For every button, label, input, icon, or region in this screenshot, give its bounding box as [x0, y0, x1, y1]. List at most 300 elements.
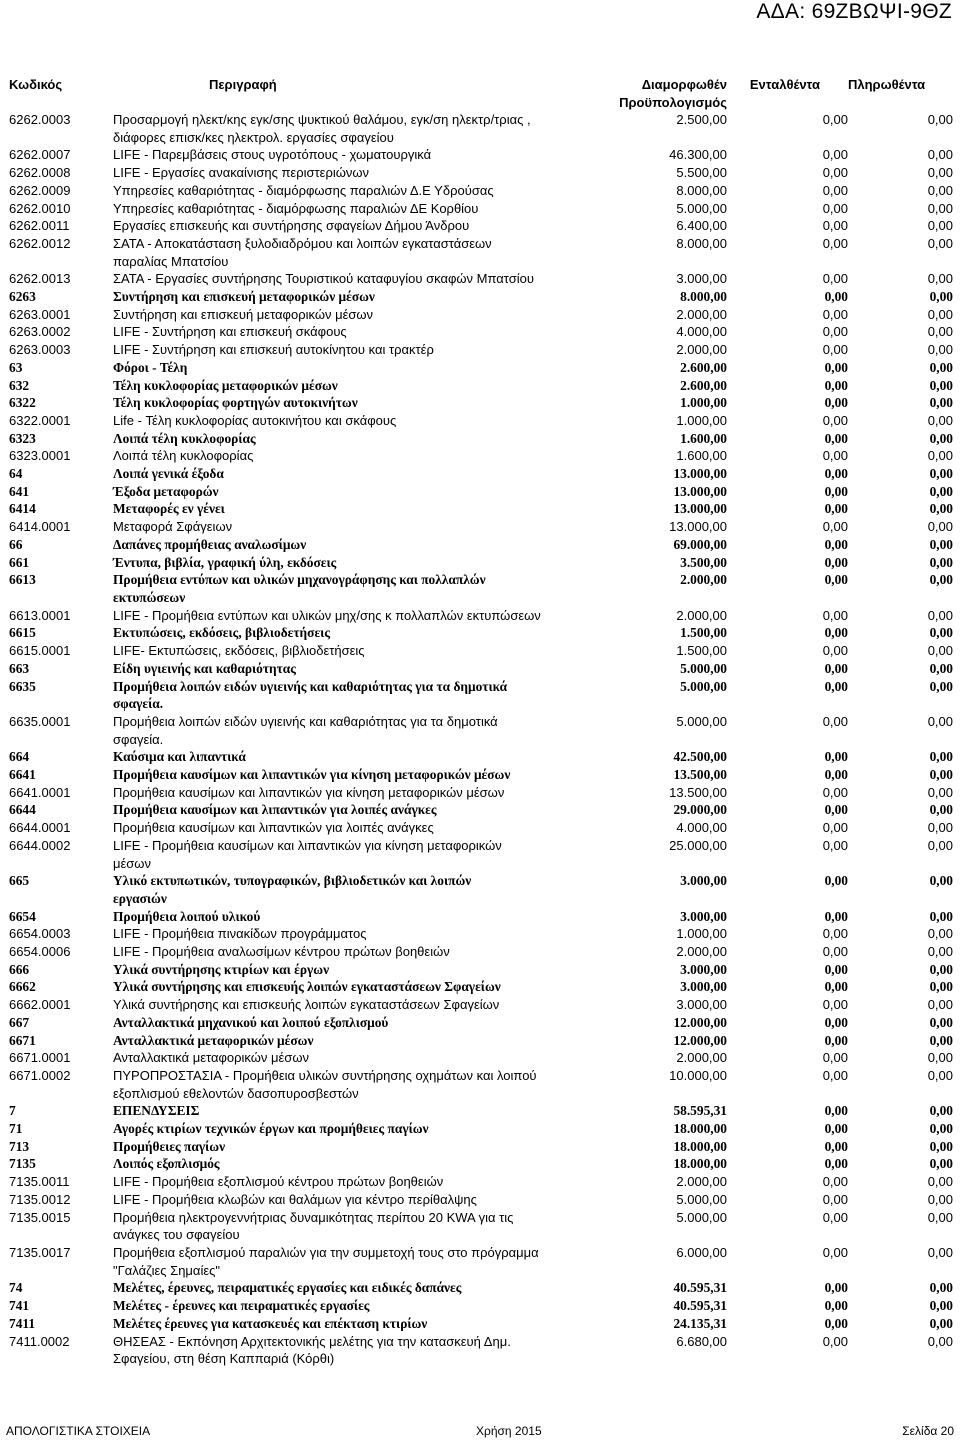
row-paid: 0,00 — [929, 1014, 953, 1030]
row-code: 6262.0010 — [9, 200, 71, 216]
row-description — [113, 430, 549, 448]
table-row — [9, 748, 953, 766]
row-encumbered: 0,00 — [824, 1315, 848, 1331]
row-code: 664 — [9, 749, 30, 765]
row-encumbered: 0,00 — [824, 466, 848, 482]
row-budget: 1.000,00 — [680, 395, 727, 411]
row-description — [113, 146, 549, 164]
row-budget: 4.000,00 — [676, 820, 727, 836]
row-budget: 1.000,00 — [676, 926, 727, 942]
row-description-line: Τέλη κυκλοφορίας φορτηγών αυτοκινήτων — [113, 395, 358, 411]
page-footer — [6, 1424, 954, 1438]
row-encumbered: 0,00 — [822, 448, 848, 464]
row-encumbered: 0,00 — [824, 572, 848, 588]
row-budget: 3.000,00 — [680, 908, 727, 924]
row-encumbered: 0,00 — [822, 643, 848, 659]
row-code: 6644 — [9, 802, 36, 818]
row-description — [113, 306, 549, 324]
row-budget: 8.000,00 — [680, 289, 727, 305]
row-description — [113, 925, 549, 943]
row-description — [113, 607, 549, 625]
row-paid: 0,00 — [929, 873, 953, 889]
row-paid: 0,00 — [929, 395, 953, 411]
row-description-line: LIFE - Προμήθεια αναλωσίμων κέντρου πρώτων βοηθειών — [113, 944, 450, 960]
row-description — [113, 394, 549, 412]
row-paid: 0,00 — [927, 182, 953, 198]
row-code: 741 — [9, 1298, 30, 1314]
row-code: 641 — [9, 483, 30, 499]
row-budget: 12.000,00 — [673, 1014, 727, 1030]
row-encumbered: 0,00 — [824, 1156, 848, 1172]
row-description-line: LIFE - Προμήθεια κλωβών και θαλάμων για κέντρο περίθαλψης — [113, 1191, 477, 1207]
row-budget: 2.600,00 — [680, 359, 727, 375]
budget-table — [9, 76, 953, 1368]
row-encumbered: 0,00 — [824, 678, 848, 694]
row-budget: 12.000,00 — [673, 1032, 727, 1048]
row-description — [113, 447, 549, 465]
row-paid: 0,00 — [927, 1245, 953, 1260]
row-budget: 2.500,00 — [676, 112, 727, 127]
table-row — [9, 819, 953, 837]
row-description — [113, 323, 549, 341]
row-encumbered: 0,00 — [822, 306, 848, 322]
row-encumbered: 0,00 — [822, 713, 848, 729]
row-description-line: Εργασίες επισκευής και συντήρησης σφαγείων Δήμου Άνδρου — [113, 218, 470, 234]
table-row — [9, 1067, 953, 1102]
row-budget: 3.500,00 — [680, 554, 727, 570]
table-row — [9, 784, 953, 802]
row-paid: 0,00 — [927, 519, 953, 535]
row-description — [113, 412, 549, 430]
row-encumbered: 0,00 — [822, 607, 848, 623]
row-description — [113, 554, 549, 572]
table-row — [9, 801, 953, 819]
row-code: 6671.0002 — [9, 1067, 71, 1083]
row-code: 667 — [9, 1014, 30, 1030]
row-description — [113, 961, 549, 979]
table-row — [9, 1120, 953, 1138]
table-row — [9, 1173, 953, 1191]
row-code: 6263.0002 — [9, 324, 71, 340]
header-paid: Πληρωθέντα — [848, 77, 926, 92]
row-description-line: LIFE - Προμήθεια καυσίμων και λιπαντικών για κίνηση μεταφορικών — [113, 837, 502, 853]
row-encumbered: 0,00 — [824, 359, 848, 375]
row-code: 6262.0011 — [9, 218, 70, 234]
table-row — [9, 288, 953, 306]
row-encumbered: 0,00 — [822, 147, 848, 163]
row-code: 6635 — [9, 678, 36, 694]
row-description — [113, 341, 549, 359]
row-budget: 69.000,00 — [673, 536, 727, 552]
row-paid: 0,00 — [929, 1032, 953, 1048]
row-code: 7135.0017 — [9, 1245, 71, 1260]
row-encumbered: 0,00 — [822, 1209, 848, 1225]
row-encumbered: 0,00 — [822, 1050, 848, 1066]
row-description — [113, 1209, 549, 1244]
row-paid: 0,00 — [929, 289, 953, 305]
table-row — [9, 182, 953, 200]
row-budget: 5.000,00 — [680, 678, 727, 694]
row-code: 6641 — [9, 767, 36, 783]
row-encumbered: 0,00 — [824, 377, 848, 393]
row-paid: 0,00 — [927, 1174, 953, 1190]
row-encumbered: 0,00 — [824, 1103, 848, 1119]
row-encumbered: 0,00 — [822, 112, 848, 127]
row-code: 71 — [9, 1121, 23, 1137]
row-description — [113, 483, 549, 501]
row-code: 6654 — [9, 908, 36, 924]
row-description-line: εξοπλισμού εθελοντών δασοπυροσβεστών — [113, 1085, 359, 1101]
row-paid: 0,00 — [929, 979, 953, 995]
row-code: 6615 — [9, 625, 36, 641]
row-paid: 0,00 — [927, 342, 953, 358]
table-row — [9, 978, 953, 996]
table-row — [9, 146, 953, 164]
row-paid: 0,00 — [927, 607, 953, 623]
row-description — [113, 766, 549, 784]
row-description — [113, 624, 549, 642]
row-description — [113, 1191, 549, 1209]
row-description-line: Προμήθεια λοιπών ειδών υγιεινής και καθαριότητας για τα δημοτικά — [113, 678, 508, 694]
row-budget: 18.000,00 — [673, 1156, 727, 1172]
row-description — [113, 1244, 549, 1279]
row-budget: 5.000,00 — [676, 1191, 727, 1207]
row-encumbered: 0,00 — [824, 802, 848, 818]
table-row — [9, 412, 953, 430]
row-paid: 0,00 — [929, 1103, 953, 1119]
row-encumbered: 0,00 — [822, 820, 848, 836]
row-encumbered: 0,00 — [824, 1121, 848, 1137]
table-row — [9, 1138, 953, 1156]
row-budget: 40.595,31 — [673, 1280, 727, 1296]
row-code: 6662 — [9, 979, 36, 995]
row-encumbered: 0,00 — [822, 926, 848, 942]
header-budget-line2: Προϋπολογισμός — [619, 94, 727, 110]
row-code: 6263.0003 — [9, 342, 71, 358]
row-budget: 2.000,00 — [676, 1174, 727, 1190]
row-description-line: Μελέτες έρευνες για κατασκευές και επέκταση κτιρίων — [113, 1315, 428, 1331]
row-description-line: Λοιπά τέλη κυκλοφορίας — [113, 448, 254, 464]
row-description — [113, 164, 549, 182]
row-description-line: Λοιπά τέλη κυκλοφορίας — [113, 430, 256, 446]
row-encumbered: 0,00 — [822, 412, 848, 428]
row-description — [113, 713, 549, 748]
row-description — [113, 660, 549, 678]
row-encumbered: 0,00 — [822, 1067, 848, 1083]
table-row — [9, 306, 953, 324]
header-budget-line1: Διαμορφωθέν — [641, 77, 727, 92]
row-encumbered: 0,00 — [822, 182, 848, 198]
table-row — [9, 483, 953, 501]
row-paid: 0,00 — [927, 271, 953, 287]
table-row — [9, 660, 953, 678]
row-description-line: LIFE - Εργασίες ανακαίνισης περιστεριώνων — [113, 165, 370, 181]
row-encumbered: 0,00 — [824, 660, 848, 676]
row-budget: 3.000,00 — [680, 979, 727, 995]
table-row — [9, 465, 953, 483]
row-budget: 25.000,00 — [669, 837, 727, 853]
row-paid: 0,00 — [929, 483, 953, 499]
row-encumbered: 0,00 — [824, 1014, 848, 1030]
row-description — [113, 1014, 549, 1032]
footer-center: Χρήση 2015 — [476, 1424, 542, 1438]
row-description — [113, 1279, 549, 1297]
table-row — [9, 235, 953, 270]
row-description — [113, 1032, 549, 1050]
row-budget: 13.500,00 — [673, 767, 727, 783]
row-budget: 42.500,00 — [673, 749, 727, 765]
row-description-line: διάφορες επισκ/κες ηλεκτρολ. εργασίες σφαγείου — [113, 129, 394, 145]
row-encumbered: 0,00 — [822, 218, 848, 234]
row-description-line: Υλικά συντήρησης και επισκευής λοιπών εγκαταστάσεων Σφαγείων — [113, 979, 501, 995]
row-description-line: Μελέτες - έρευνες και πειραματικές εργασίες — [113, 1298, 370, 1314]
table-row — [9, 341, 953, 359]
row-description-line: Λοιπός εξοπλισμός — [113, 1156, 220, 1172]
row-encumbered: 0,00 — [822, 784, 848, 800]
row-description-line: Προμήθεια λοιπών ειδών υγιεινής και καθαριότητας για τα δημοτικά — [113, 713, 498, 729]
row-code: 632 — [9, 377, 30, 393]
row-description-line: Εκτυπώσεις, εκδόσεις, βιβλιοδετήσεις — [113, 625, 330, 641]
table-row — [9, 996, 953, 1014]
row-paid: 0,00 — [927, 997, 953, 1013]
row-paid: 0,00 — [927, 112, 953, 127]
row-code: 6641.0001 — [9, 784, 71, 800]
table-row — [9, 872, 953, 907]
table-row — [9, 359, 953, 377]
row-code: 6323 — [9, 430, 36, 446]
table-row — [9, 1315, 953, 1333]
row-paid: 0,00 — [929, 908, 953, 924]
row-paid: 0,00 — [927, 784, 953, 800]
table-row — [9, 607, 953, 625]
row-paid: 0,00 — [927, 926, 953, 942]
row-description-line: "Γαλάζιες Σημαίες" — [113, 1262, 221, 1278]
table-row — [9, 1014, 953, 1032]
row-budget: 5.000,00 — [676, 713, 727, 729]
ada-code: ΑΔΑ: 69ΖΒΩΨΙ-9ΘΖ — [756, 0, 952, 23]
row-encumbered: 0,00 — [822, 1333, 848, 1349]
footer-left: ΑΠΟΛΟΓΙΣΤΙΚΑ ΣΤΟΙΧΕΙΑ — [6, 1424, 151, 1438]
row-budget: 2.000,00 — [676, 1050, 727, 1066]
row-description-line: Μεταφορές εν γένει — [113, 501, 225, 517]
row-paid: 0,00 — [927, 820, 953, 836]
table-row — [9, 1244, 953, 1279]
table-row — [9, 1297, 953, 1315]
row-description-line: Προμήθεια καυσίμων και λιπαντικών για κίνηση μεταφορικών μέσων — [113, 767, 511, 783]
row-encumbered: 0,00 — [824, 430, 848, 446]
row-code: 661 — [9, 554, 30, 570]
row-encumbered: 0,00 — [824, 554, 848, 570]
row-encumbered: 0,00 — [824, 767, 848, 783]
row-paid: 0,00 — [927, 643, 953, 659]
table-row — [9, 217, 953, 235]
row-description-line: Προμήθεια καυσίμων και λιπαντικών για λοιπές ανάγκες — [113, 802, 437, 818]
table-row — [9, 164, 953, 182]
row-description-line: Προμήθεια ηλεκτρογεννήτριας δυναμικότητας περίπου 20 KWA για τις — [113, 1209, 514, 1225]
row-code: 6262.0003 — [9, 112, 71, 127]
table-row — [9, 270, 953, 288]
table-row — [9, 925, 953, 943]
row-description — [113, 784, 549, 802]
table-row — [9, 571, 953, 606]
row-budget: 5.000,00 — [676, 200, 727, 216]
row-description — [113, 235, 549, 270]
row-code: 7135 — [9, 1156, 36, 1172]
row-budget: 2.000,00 — [680, 572, 727, 588]
row-budget: 2.000,00 — [676, 607, 727, 623]
row-description-line: LIFE - Συντήρηση και επισκευή σκάφους — [113, 324, 347, 340]
row-description-line: Υλικά συντήρησης κτιρίων και έργων — [113, 961, 330, 977]
table-row — [9, 961, 953, 979]
row-description-line: Λοιπά γενικά έξοδα — [113, 466, 224, 482]
row-code: 6671.0001 — [9, 1050, 71, 1066]
row-description — [113, 182, 549, 200]
row-budget: 29.000,00 — [673, 802, 727, 818]
row-description — [113, 1173, 549, 1191]
table-row — [9, 447, 953, 465]
row-code: 6414.0001 — [9, 519, 71, 535]
row-code: 6644.0002 — [9, 837, 71, 853]
row-encumbered: 0,00 — [822, 342, 848, 358]
row-budget: 46.300,00 — [669, 147, 727, 163]
table-row — [9, 1102, 953, 1120]
table-row — [9, 624, 953, 642]
table-row — [9, 200, 953, 218]
row-code: 666 — [9, 961, 30, 977]
row-description — [113, 1315, 549, 1333]
row-encumbered: 0,00 — [822, 165, 848, 181]
row-encumbered: 0,00 — [824, 501, 848, 517]
row-code: 66 — [9, 536, 23, 552]
row-description — [113, 500, 549, 518]
row-paid: 0,00 — [927, 713, 953, 729]
row-paid: 0,00 — [927, 837, 953, 853]
row-paid: 0,00 — [927, 944, 953, 960]
row-description — [113, 217, 549, 235]
row-encumbered: 0,00 — [822, 271, 848, 287]
row-description-line: παραλίας Μπατσίου — [113, 253, 229, 269]
row-code: 713 — [9, 1138, 30, 1154]
table-row — [9, 394, 953, 412]
row-encumbered: 0,00 — [824, 289, 848, 305]
table-row — [9, 1333, 953, 1368]
row-budget: 5.000,00 — [680, 660, 727, 676]
row-description-line: Φόροι - Τέλη — [113, 359, 188, 375]
table-row — [9, 1279, 953, 1297]
row-paid: 0,00 — [929, 625, 953, 641]
row-budget: 8.000,00 — [676, 182, 727, 198]
row-description — [113, 200, 549, 218]
row-encumbered: 0,00 — [822, 1191, 848, 1207]
row-paid: 0,00 — [929, 536, 953, 552]
row-encumbered: 0,00 — [822, 1174, 848, 1190]
row-encumbered: 0,00 — [824, 749, 848, 765]
row-encumbered: 0,00 — [824, 1280, 848, 1296]
row-description-line: Τέλη κυκλοφορίας μεταφορικών μέσων — [113, 377, 338, 393]
row-code: 6613 — [9, 572, 36, 588]
row-paid: 0,00 — [929, 554, 953, 570]
row-paid: 0,00 — [929, 572, 953, 588]
row-encumbered: 0,00 — [822, 997, 848, 1013]
row-budget: 2.000,00 — [676, 306, 727, 322]
table-row — [9, 642, 953, 660]
row-description — [113, 111, 549, 146]
row-description-line: Συντήρηση και επισκευή μεταφορικών μέσων — [113, 306, 374, 322]
row-encumbered: 0,00 — [824, 395, 848, 411]
row-description-line: LIFE - Παρεμβάσεις στους υγροτόπους - χωματουργικά — [113, 147, 432, 163]
row-description-line: Προμήθεια καυσίμων και λιπαντικών για λοιπές ανάγκες — [113, 820, 434, 836]
row-code: 6262.0013 — [9, 271, 71, 287]
row-code: 6262.0009 — [9, 182, 71, 198]
row-code: 7 — [9, 1103, 16, 1119]
row-budget: 2.000,00 — [676, 342, 727, 358]
table-row — [9, 766, 953, 784]
row-code: 7135.0011 — [9, 1174, 70, 1190]
row-description — [113, 642, 549, 660]
row-code: 7411.0002 — [9, 1333, 70, 1349]
row-code: 6644.0001 — [9, 820, 71, 836]
row-encumbered: 0,00 — [822, 1245, 848, 1260]
row-description-line: LIFE - Προμήθεια πινακίδων προγράμματος — [113, 926, 367, 942]
row-description-line: μέσων — [113, 855, 151, 871]
row-budget: 1.500,00 — [680, 625, 727, 641]
row-budget: 58.595,31 — [673, 1103, 727, 1119]
row-description-line: Μελέτες, έρευνες, πειραματικές εργασίες και ειδικές δαπάνες — [113, 1280, 462, 1296]
row-description-line: Υπηρεσίες καθαριότητας - διαμόρφωσης παραλιών Δ.Ε Υδρούσας — [113, 182, 494, 198]
row-paid: 0,00 — [929, 1121, 953, 1137]
row-code: 6654.0006 — [9, 944, 71, 960]
row-budget: 2.000,00 — [676, 944, 727, 960]
row-encumbered: 0,00 — [824, 483, 848, 499]
row-description-line: Ανταλλακτικά μεταφορικών μέσων — [113, 1050, 309, 1066]
row-budget: 3.000,00 — [676, 997, 727, 1013]
row-code: 64 — [9, 466, 23, 482]
row-paid: 0,00 — [929, 1280, 953, 1296]
row-code: 665 — [9, 873, 30, 889]
table-row — [9, 500, 953, 518]
row-paid: 0,00 — [927, 1191, 953, 1207]
row-description-line: Ανταλλακτικά μεταφορικών μέσων — [113, 1032, 314, 1048]
row-budget: 13.000,00 — [669, 519, 727, 535]
table-row — [9, 377, 953, 395]
row-description — [113, 359, 549, 377]
row-paid: 0,00 — [929, 501, 953, 517]
row-description — [113, 837, 549, 872]
table-row — [9, 1191, 953, 1209]
row-paid: 0,00 — [929, 767, 953, 783]
row-code: 6613.0001 — [9, 607, 71, 623]
row-paid: 0,00 — [927, 324, 953, 340]
row-description-line: Προμήθεια καυσίμων και λιπαντικών για κίνηση μεταφορικών μέσων — [113, 784, 505, 800]
row-code: 6414 — [9, 501, 36, 517]
row-paid: 0,00 — [929, 660, 953, 676]
row-description-line: Προμήθεια εξοπλισμού παραλιών για την συμμετοχή τους στο πρόγραμμα — [113, 1245, 539, 1260]
table-row — [9, 1209, 953, 1244]
row-code: 6322.0001 — [9, 412, 71, 428]
row-description-line: Ανταλλακτικά μηχανικού και λοιπού εξοπλισμού — [113, 1014, 389, 1030]
row-paid: 0,00 — [927, 147, 953, 163]
row-description-line: Life - Τέλη κυκλοφορίας αυτοκινήτου και σκάφους — [113, 412, 397, 428]
row-paid: 0,00 — [927, 218, 953, 234]
header-description: Περιγραφή — [209, 77, 277, 92]
row-paid: 0,00 — [929, 1156, 953, 1172]
row-budget: 1.500,00 — [676, 643, 727, 659]
row-description-line: εκτυπώσεων — [113, 589, 186, 605]
row-description-line: Καύσιμα και λιπαντικά — [113, 749, 246, 765]
table-row — [9, 943, 953, 961]
table-row — [9, 1049, 953, 1067]
row-encumbered: 0,00 — [824, 1138, 848, 1154]
